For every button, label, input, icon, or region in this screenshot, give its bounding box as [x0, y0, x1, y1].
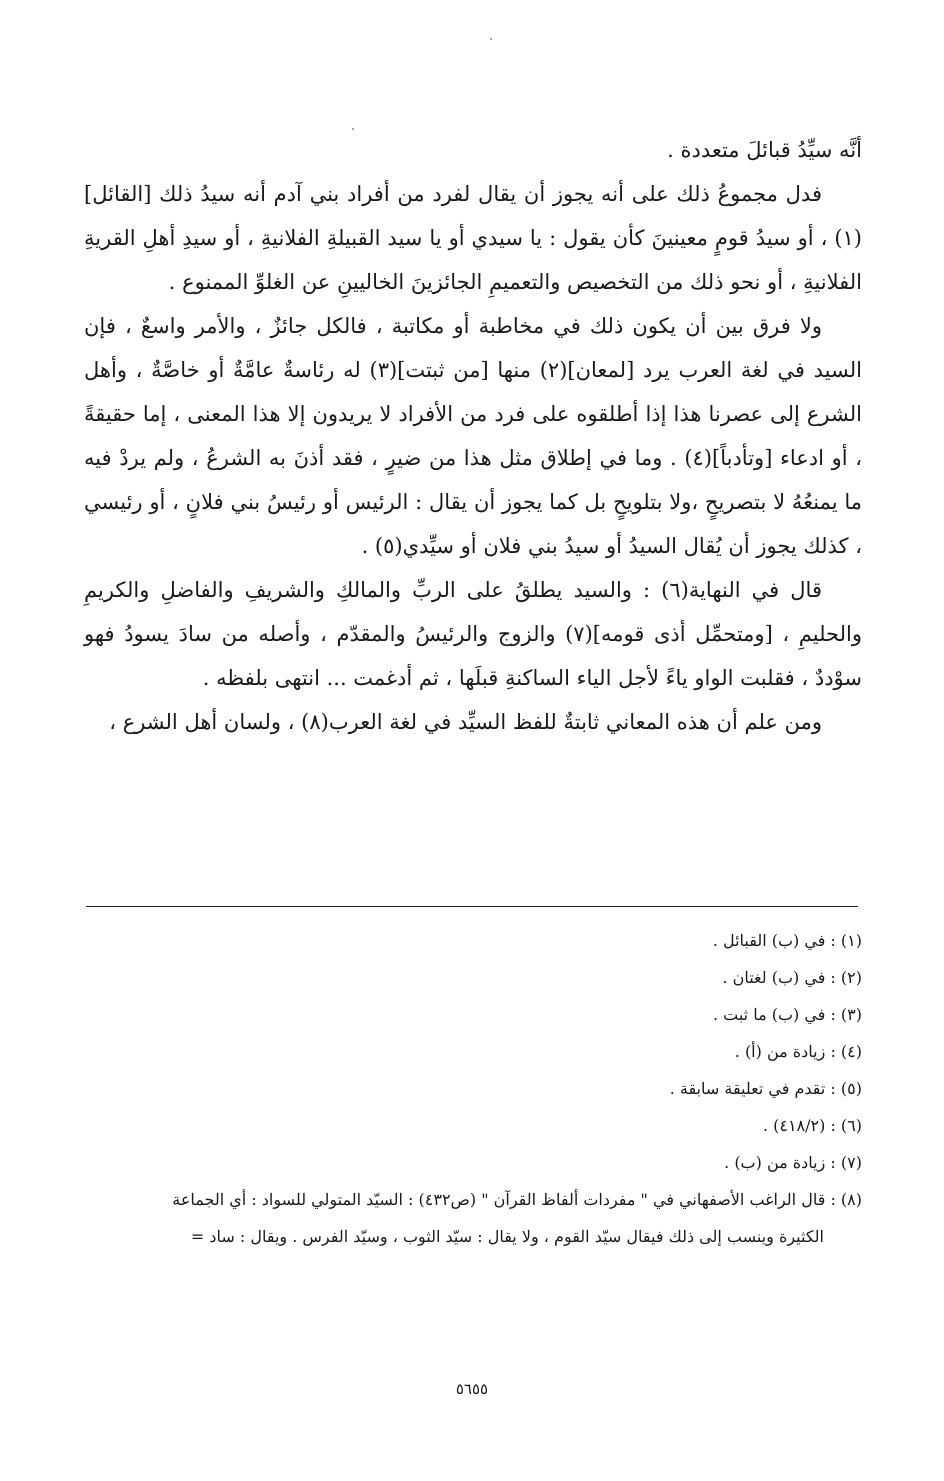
footnote-8-continuation: الكثيرة وينسب إلى ذلك فيقال سيّد القوم ، ولا يقال : سيّد الثوب ، وسيّد الفرس . ويقال : ساد =: [190, 1227, 824, 1246]
paragraph-2: ولا فرق بين أن يكون ذلك في مخاطبة أو مكاتبة ، فالكل جائزٌ ، والأمر واسعٌ ، فإن السيد في لغة العرب يرد [لمعان](٢) منها [من ثبتت](٣) له رئاسةٌ عامَّةٌ أو خاصَّةٌ ، وأهل الشرع إلى عصرنا هذا إذا أطلقوه على فرد من الأفراد لا يريدون إلا هذا المعنى ، إما حقيقةً ، أو ادعاء [وتأدباً](٤) . وما في إطلاق مثل هذا من ضيرٍ ، فقد أذنَ به الشرعُ ، ولم يردْ فيه ما يمنعُهُ لا بتصريحٍ ،ولا بتلويحٍ بل كما يجوز أن يقال : الرئيس أو رئيسُ بني فلانٍ ، أو رئيسي ، كذلك يجوز أن يُقال السيدُ أو سيدُ بني فلان أو سيِّدي(٥) .: [84, 314, 862, 558]
footnote-4: (٤) : زيادة من (أ) .: [734, 1042, 862, 1061]
footnote-8: (٨) : قال الراغب الأصفهاني في " مفردات ألفاظ القرآن " (ص٤٣٢) : السيّد المتولي للسواد : أي الجماعة: [172, 1190, 862, 1209]
footnote-6: (٦) : (٤١٨/٢) .: [762, 1116, 862, 1135]
footnote-3: (٣) : في (ب) ما ثبت .: [712, 1005, 862, 1024]
opening-line: أنَّه سيِّدُ قبائلَ متعددة .: [667, 138, 862, 162]
footnotes: [84, 922, 862, 1255]
paragraph-3: قال في النهاية(٦) : والسيد يطلقُ على الربِّ والمالكِ والشريفِ والفاضلِ والكريمِ والحليمِ ، [ومتحمِّل أذى قومه](٧) والزوج والرئيسُ والمقدّم ، وأصله من سادَ يسودُ فهو سوْددٌ ، فقلبت الواو ياءً لأجل الياء الساكنةِ قبلَها ، ثم أدغمت ... انتهى بلفظه .: [84, 578, 862, 690]
footnote-divider: [86, 906, 858, 907]
footnote-5: (٥) : تقدم في تعليقة سابقة .: [669, 1079, 862, 1098]
main-text: [84, 128, 862, 744]
footnote-2: (٢) : في (ب) لغتان .: [722, 968, 862, 987]
page-number: ٥٦٥٥: [455, 1380, 489, 1398]
paragraph-1: فدل مجموعُ ذلك على أنه يجوز أن يقال لفرد من أفراد بني آدم أنه سيدُ ذلك [القائل](١) ، أو سيدُ قومٍ معينينَ كأن يقول : يا سيدي أو يا سيد القبيلةِ الفلانيةِ ، أو سيدِ أهلِ القريةِ الفلانيةِ ، أو نحو ذلك من التخصيص والتعميمِ الجائزينَ الخاليينِ عن الغلوِّ الممنوع .: [84, 182, 862, 294]
scan-speck: [490, 38, 492, 40]
footnote-7: (٧) : زيادة من (ب) .: [724, 1153, 862, 1172]
paragraph-4: ومن علم أن هذه المعاني ثابتةٌ للفظ السيِّد في لغة العرب(٨) ، ولسان أهل الشرع ،: [109, 710, 822, 734]
footnote-1: (١) : في (ب) القبائل .: [712, 931, 862, 950]
